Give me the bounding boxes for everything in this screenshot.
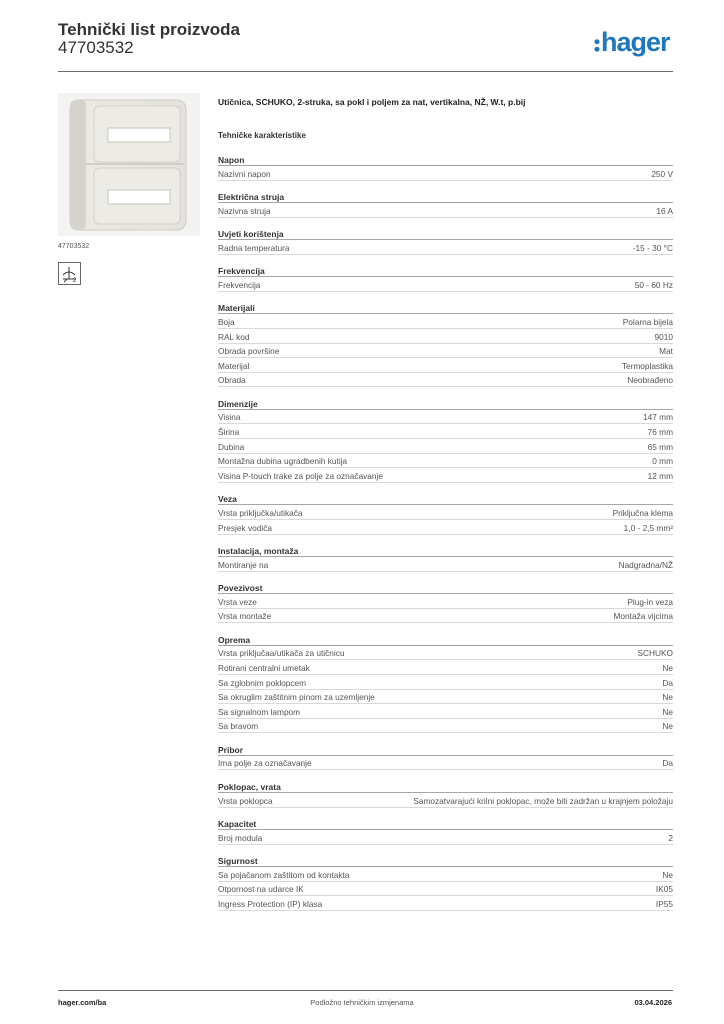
- svg-text:2: 2: [73, 278, 77, 284]
- spec-value: 50 - 60 Hz: [634, 279, 673, 290]
- spec-row: [218, 203, 673, 218]
- spec-row: [218, 830, 673, 845]
- spec-row: [218, 329, 673, 344]
- spec-label: Montiranje na: [218, 559, 269, 570]
- spec-section: [218, 743, 673, 771]
- section-title: Kapacitet: [218, 817, 673, 830]
- spec-row: [218, 675, 673, 690]
- spec-label: Presjek vodiča: [218, 522, 272, 533]
- spec-label: Nazivna struja: [218, 205, 271, 216]
- spec-row: [218, 793, 673, 808]
- spec-value: 9010: [654, 331, 673, 342]
- ip-rating-icon: [58, 262, 81, 285]
- footer-divider: [58, 990, 673, 991]
- spec-row: [218, 660, 673, 675]
- spec-value: IP55: [655, 898, 673, 909]
- spec-label: Montažna dubina ugradbenih kutija: [218, 456, 348, 467]
- spec-label: Frekvencija: [218, 279, 261, 290]
- spec-section: [218, 153, 673, 181]
- spec-section: [218, 190, 673, 218]
- product-description: Utičnica, SCHUKO, 2-struka, sa pokl i poljem za nat, vertikalna, NŽ, W.t, p.bij: [218, 97, 526, 107]
- spec-row: [218, 344, 673, 359]
- spec-label: Vrsta priključaa/utikača za utičnicu: [218, 648, 345, 659]
- spec-value: -15 - 30 °C: [632, 242, 673, 253]
- specs-heading: Tehničke karakteristike: [218, 131, 306, 140]
- section-title: Instalacija, montaža: [218, 544, 673, 557]
- spec-label: Ingress Protection (IP) klasa: [218, 898, 323, 909]
- spec-label: Vrsta priključka/utikača: [218, 507, 303, 518]
- spec-value: IK05: [655, 884, 673, 895]
- spec-value: 250 V: [651, 168, 673, 179]
- spec-sections: [218, 153, 673, 920]
- spec-section: [218, 301, 673, 387]
- footer-website-link[interactable]: hager.com/ba: [58, 998, 107, 1007]
- spec-label: Sa pojačanom zaštitom od kontakta: [218, 869, 350, 880]
- spec-row: [218, 882, 673, 897]
- spec-row: [218, 719, 673, 734]
- spec-section: [218, 780, 673, 808]
- spec-row: [218, 240, 673, 255]
- spec-label: Sa zglobnim poklopcem: [218, 677, 307, 688]
- spec-row: [218, 468, 673, 483]
- spec-value: 65 mm: [647, 441, 673, 452]
- spec-row: [218, 896, 673, 911]
- section-title: Veza: [218, 492, 673, 505]
- spec-section: [218, 492, 673, 534]
- spec-label: Boja: [218, 316, 235, 327]
- socket-image: [64, 98, 192, 232]
- spec-value: Samozatvarajući krilni poklopac, može biti zadržan u krajnjem položaju: [413, 795, 673, 806]
- logo-text: hager: [601, 27, 670, 57]
- spec-label: Rotirani centralni umetak: [218, 662, 310, 673]
- spec-value: 147 mm: [643, 412, 673, 423]
- spec-section: [218, 397, 673, 483]
- spec-section: [218, 817, 673, 845]
- section-title: Oprema: [218, 633, 673, 646]
- spec-row: [218, 756, 673, 771]
- spec-section: [218, 581, 673, 623]
- spec-value: Ne: [662, 869, 673, 880]
- section-title: Poklopac, vrata: [218, 780, 673, 793]
- spec-row: [218, 609, 673, 624]
- spec-value: 0 mm: [652, 456, 673, 467]
- spec-value: Ne: [662, 706, 673, 717]
- spec-row: [218, 454, 673, 469]
- spec-row: [218, 410, 673, 425]
- header-divider: [58, 71, 673, 72]
- spec-label: Vrsta montaže: [218, 611, 272, 622]
- spec-label: Vrsta poklopca: [218, 795, 273, 806]
- spec-label: Dubina: [218, 441, 245, 452]
- spec-row: [218, 424, 673, 439]
- hager-logo-icon[interactable]: [594, 27, 670, 57]
- spec-section: [218, 633, 673, 734]
- spec-label: Sa signalnom lampom: [218, 706, 301, 717]
- product-number: 47703532: [58, 38, 134, 57]
- spec-label: Visina P-touch trake za polje za označavanje: [218, 470, 383, 481]
- spec-section: [218, 544, 673, 572]
- spec-row: [218, 505, 673, 520]
- spec-value: SCHUKO: [637, 648, 673, 659]
- spec-section: [218, 264, 673, 292]
- spec-row: [218, 704, 673, 719]
- spec-section: [218, 227, 673, 255]
- spec-label: Vrsta veze: [218, 596, 257, 607]
- spec-section: [218, 854, 673, 911]
- spec-row: [218, 646, 673, 661]
- spec-value: 12 mm: [647, 470, 673, 481]
- spec-value: 2: [668, 832, 673, 843]
- spec-label: Visina: [218, 412, 241, 423]
- spec-label: Obrada: [218, 375, 246, 386]
- spec-row: [218, 557, 673, 572]
- spec-value: 1,0 - 2,5 mm²: [623, 522, 673, 533]
- spec-value: Polarna bijela: [622, 316, 673, 327]
- section-title: Sigurnost: [218, 854, 673, 867]
- spec-value: Mat: [659, 346, 673, 357]
- section-title: Pribor: [218, 743, 673, 756]
- spec-row: [218, 439, 673, 454]
- spec-value: Da: [662, 677, 673, 688]
- image-caption-code: 47703532: [58, 243, 90, 250]
- spec-value: Ne: [662, 692, 673, 703]
- section-title: Dimenzije: [218, 397, 673, 410]
- spec-row: [218, 594, 673, 609]
- spec-label: Sa okruglim zaštitnim pinom za uzemljenje: [218, 692, 375, 703]
- spec-value: Da: [662, 758, 673, 769]
- page-title: Tehnički list proizvoda: [58, 20, 240, 39]
- footer-notice: Podložno tehničkim izmjenama: [310, 998, 414, 1007]
- spec-row: [218, 690, 673, 705]
- spec-row: [218, 373, 673, 388]
- spec-value: Montaža vijcima: [613, 611, 673, 622]
- product-image: [58, 93, 200, 236]
- spec-label: Otpornost na udarce IK: [218, 884, 304, 895]
- spec-row: [218, 520, 673, 535]
- spec-label: Materijal: [218, 360, 250, 371]
- spec-value: Priključna klema: [612, 507, 673, 518]
- spec-value: Ne: [662, 662, 673, 673]
- spec-value: Ne: [662, 721, 673, 732]
- section-title: Uvjeti korištenja: [218, 227, 673, 240]
- spec-value: 16 A: [656, 205, 673, 216]
- section-title: Materijali: [218, 301, 673, 314]
- spec-value: 76 mm: [647, 427, 673, 438]
- spec-label: Radna temperatura: [218, 242, 290, 253]
- spec-value: Nadgradna/NŽ: [618, 559, 673, 570]
- spec-label: Broj modula: [218, 832, 263, 843]
- spec-row: [218, 314, 673, 329]
- spec-label: Sa bravom: [218, 721, 259, 732]
- section-title: Električna struja: [218, 190, 673, 203]
- spec-row: [218, 358, 673, 373]
- spec-value: Termoplastika: [621, 360, 673, 371]
- section-title: Povezivost: [218, 581, 673, 594]
- spec-label: Obrada površine: [218, 346, 280, 357]
- spec-row: [218, 277, 673, 292]
- spec-row: [218, 867, 673, 882]
- spec-label: Širina: [218, 427, 240, 438]
- section-title: Frekvencija: [218, 264, 673, 277]
- section-title: Napon: [218, 153, 673, 166]
- spec-label: Nazivni napon: [218, 168, 271, 179]
- spec-value: Neobrađeno: [627, 375, 673, 386]
- spec-label: Ima polje za označavanje: [218, 758, 312, 769]
- spec-value: Plug-in veza: [627, 596, 673, 607]
- spec-row: [218, 166, 673, 181]
- footer-date: 03.04.2026: [634, 998, 672, 1007]
- spec-label: RAL kod: [218, 331, 250, 342]
